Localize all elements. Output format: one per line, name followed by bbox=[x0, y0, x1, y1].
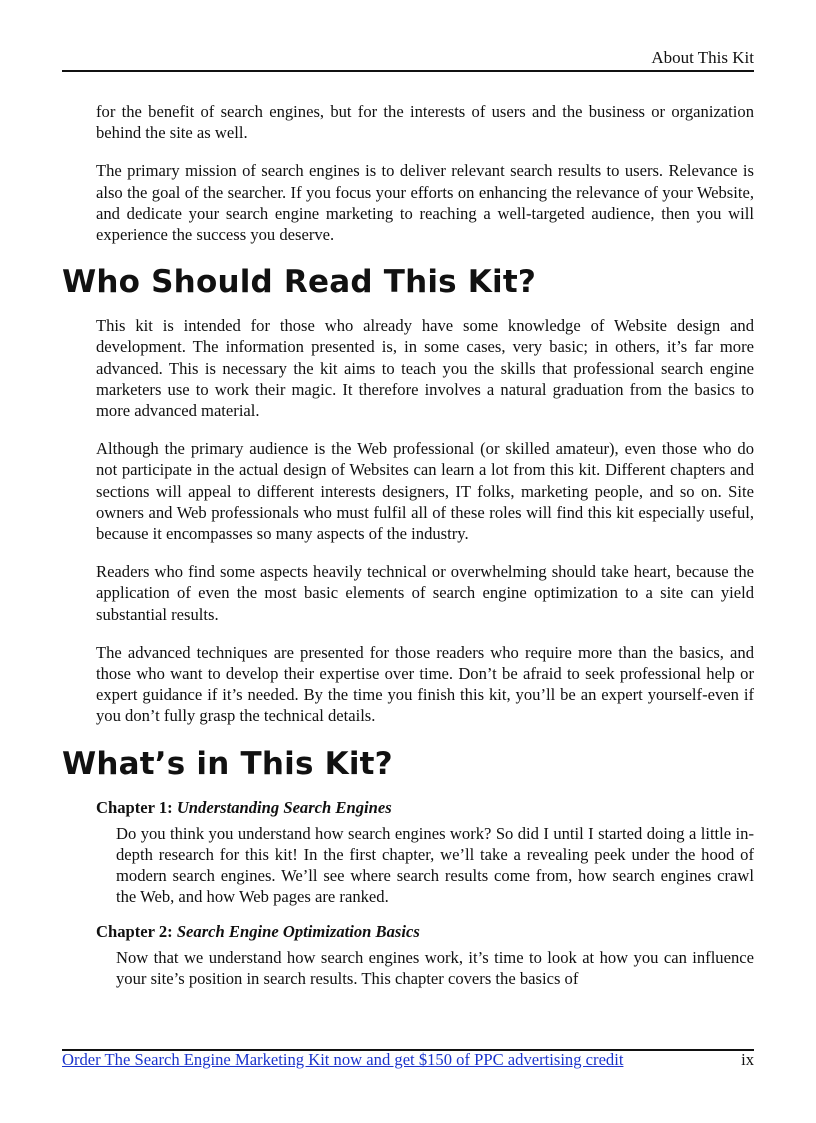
page-content bbox=[62, 101, 754, 1002]
body-paragraph: Readers who find some aspects heavily technical or overwhelming should take heart, because the application of even the most basic elements of search engine optimization to a site can yield substantial results. bbox=[96, 562, 754, 624]
chapter-label: Chapter 2: bbox=[96, 921, 173, 941]
chapter-name: Search Engine Optimization Basics bbox=[176, 921, 420, 941]
chapter-2-title bbox=[96, 921, 754, 942]
body-paragraph: The advanced techniques are presented for those readers who require more than the basics, and those who want to develop their expertise over time. Don’t be afraid to seek professional help or expert guidance if it’s needed. By the time you finish this kit, you’ll be an expert yourself-even if you don’t fully grasp the technical details. bbox=[96, 642, 754, 726]
section-heading-who-should-read: Who Should Read This Kit? bbox=[62, 264, 537, 301]
chapter-1-description: Do you think you understand how search engines work? So did I until I started doing a little in-depth research for this kit! In the first chapter, we’ll take a revealing peek under the hood of modern search engines. We’ll see where search results come from, how search engines crawl the Web, and how Web pages are ranked. bbox=[116, 823, 754, 907]
header-rule bbox=[62, 70, 754, 72]
chapter-label: Chapter 1: bbox=[96, 797, 173, 817]
intro-paragraph: The primary mission of search engines is to deliver relevant search results to users. Relevance is also the goal of the searcher. If you focus your efforts on enhancing the relevance of your Website, and dedicate your search engine marketing to reaching a well-targeted audience, then you will experience the success you deserve. bbox=[96, 161, 754, 245]
footer bbox=[62, 1049, 754, 1071]
chapter-2-description: Now that we understand how search engines work, it’s time to look at how you can influence your site’s position in search results. This chapter covers the basics of bbox=[116, 947, 754, 989]
running-head: About This Kit bbox=[651, 48, 754, 67]
page-number: ix bbox=[741, 1050, 754, 1069]
section-heading-whats-in-kit: What’s in This Kit? bbox=[62, 745, 393, 782]
body-paragraph: This kit is intended for those who already have some knowledge of Website design and development. The information presented is, in some cases, very basic; in others, it’s far more advanced. This is necessary the kit aims to teach you the skills that professional search engine marketers use to work their magic. It therefore involves a natural graduation from the basics to more advanced material. bbox=[96, 316, 754, 421]
chapter-1-title bbox=[96, 797, 754, 818]
chapter-name: Understanding Search Engines bbox=[176, 797, 392, 817]
order-kit-link[interactable]: Order The Search Engine Marketing Kit now and get $150 of PPC advertising credit bbox=[62, 1050, 624, 1069]
intro-paragraph: for the benefit of search engines, but for the interests of users and the business or organization behind the site as well. bbox=[96, 102, 754, 143]
body-paragraph: Although the primary audience is the Web professional (or skilled amateur), even those who do not participate in the actual design of Websites can learn a lot from this kit. Different chapters and sections will appeal to different interests designers, IT folks, marketing people, and so on. Site owners and Web professionals who must fulfil all of these roles will find this kit especially useful, because it encompasses so many aspects of the industry. bbox=[96, 439, 754, 544]
